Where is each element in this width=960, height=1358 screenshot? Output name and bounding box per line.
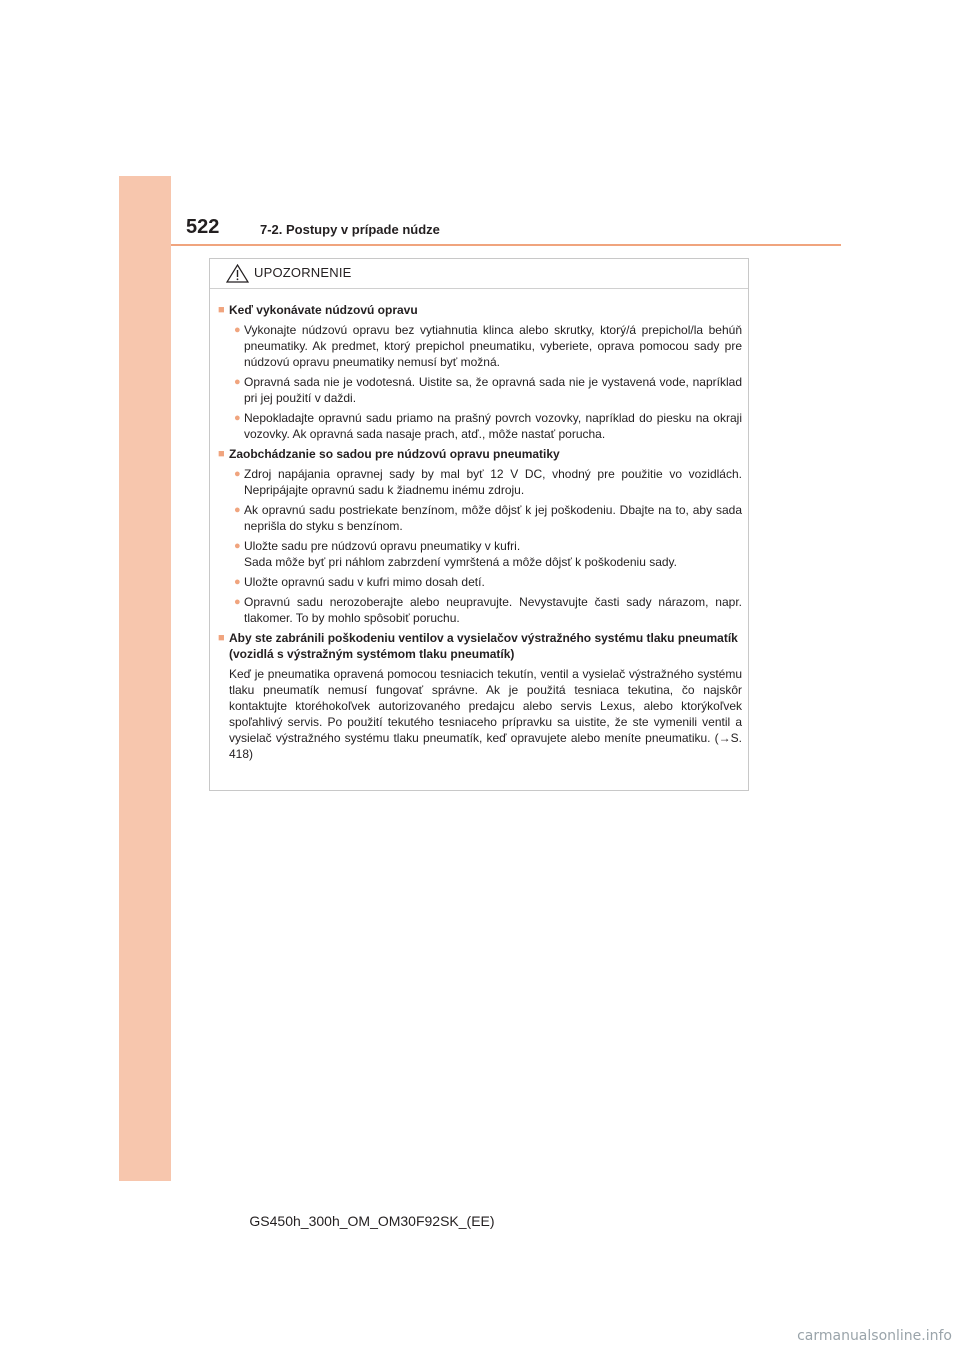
list-item xyxy=(218,502,742,534)
list-item-text: Vykonajte núdzovú opravu bez vytiahnutia klinca alebo skrutky, ktorý/á prepichol/la behúň pneumatiky. Ak predmet, ktorý prepichol pneumatiku, vyberiete, oprava pomocou sady pre núdzovú opravu pneumatiky nemusí byť možná. xyxy=(244,323,742,369)
warning-triangle-icon xyxy=(226,264,249,283)
section-title: 7-2. Postupy v prípade núdze xyxy=(260,222,440,237)
list-item xyxy=(218,594,742,626)
warning-box xyxy=(209,258,749,791)
round-bullet-icon: ● xyxy=(234,468,241,480)
list-item-text: Opravná sada nie je vodotesná. Uistite sa, že opravná sada nie je vystavená vode, napríklad pri jej použití v daždi. xyxy=(244,375,742,405)
section-heading xyxy=(218,302,742,318)
round-bullet-icon: ● xyxy=(234,596,241,608)
list-item-text: Opravnú sadu nerozoberajte alebo neupravujte. Nevystavujte časti sady nárazom, napr. tlakomer. To by mohlo spôsobiť poruchu. xyxy=(244,595,742,625)
page-header xyxy=(186,216,841,244)
square-bullet-icon: ■ xyxy=(218,448,225,460)
round-bullet-icon: ● xyxy=(234,504,241,516)
round-bullet-icon: ● xyxy=(234,376,241,388)
section-heading xyxy=(218,630,742,662)
list-item-text: Nepokladajte opravnú sadu priamo na prašný povrch vozovky, napríklad do piesku na okraji vozovky. Ak opravná sada nasaje prach, atď., môže nastať porucha. xyxy=(244,411,742,441)
warning-body xyxy=(210,289,748,762)
section-heading-text: Keď vykonávate núdzovú opravu xyxy=(229,303,418,317)
side-tab-band xyxy=(119,176,171,1181)
round-bullet-icon: ● xyxy=(234,576,241,588)
square-bullet-icon: ■ xyxy=(218,304,225,316)
page-number: 522 xyxy=(186,216,220,238)
list-item-text: Uložte sadu pre núdzovú opravu pneumatiky v kufri. Sada môže byť pri náhlom zabrzdení vymrštená a môže dôjsť k poškodeniu sady. xyxy=(244,539,677,569)
list-item xyxy=(218,538,742,570)
list-item xyxy=(218,410,742,442)
list-item xyxy=(218,574,742,590)
list-item xyxy=(218,322,742,370)
list-item xyxy=(218,374,742,406)
list-item xyxy=(218,466,742,498)
list-item-text: Zdroj napájania opravnej sady by mal byť 12 V DC, vhodný pre použitie vo vozidlách. Nepripájajte opravnú sadu k žiadnemu inému zdroju. xyxy=(244,467,742,497)
section-heading xyxy=(218,446,742,462)
list-item-text: Uložte opravnú sadu v kufri mimo dosah detí. xyxy=(244,575,485,589)
section-paragraph: Keď je pneumatika opravená pomocou tesniacich tekutín, ventil a vysielač výstražného systému tlaku pneumatík nemusí fungovať správne. Ak je použitá tesniaca tekutina, čo najskôr kontaktujte ktoréhokoľvek autorizovaného predajcu alebo servis Lexus, alebo ktorýkoľvek spoľahlivý servis. Po použití tekutého tesniaceho prípravku sa uistite, že ste vymenili ventil a vysielač výstražného systému tlaku pneumatík, keď opravujete alebo meníte pneumatiku. (→S. 418) xyxy=(229,667,742,761)
header-rule xyxy=(171,244,841,246)
round-bullet-icon: ● xyxy=(234,540,241,552)
warning-title: UPOZORNENIE xyxy=(254,265,352,280)
round-bullet-icon: ● xyxy=(234,324,241,336)
watermark: carmanualsonline.info xyxy=(797,1328,952,1344)
section-heading-text: Aby ste zabránili poškodeniu ventilov a vysielačov výstražného systému tlaku pneumatík (vozidlá s výstražným systémom tlaku pneumatík) xyxy=(229,631,738,661)
document-code: GS450h_300h_OM_OM30F92SK_(EE) xyxy=(249,1213,495,1229)
list-item-text: Ak opravnú sadu postriekate benzínom, môže dôjsť k jej poškodeniu. Dbajte na to, aby sada neprišla do styku s benzínom. xyxy=(244,503,742,533)
warning-header xyxy=(210,259,748,289)
round-bullet-icon: ● xyxy=(234,412,241,424)
section-heading-text: Zaobchádzanie so sadou pre núdzovú opravu pneumatiky xyxy=(229,447,560,461)
square-bullet-icon: ■ xyxy=(218,632,225,644)
